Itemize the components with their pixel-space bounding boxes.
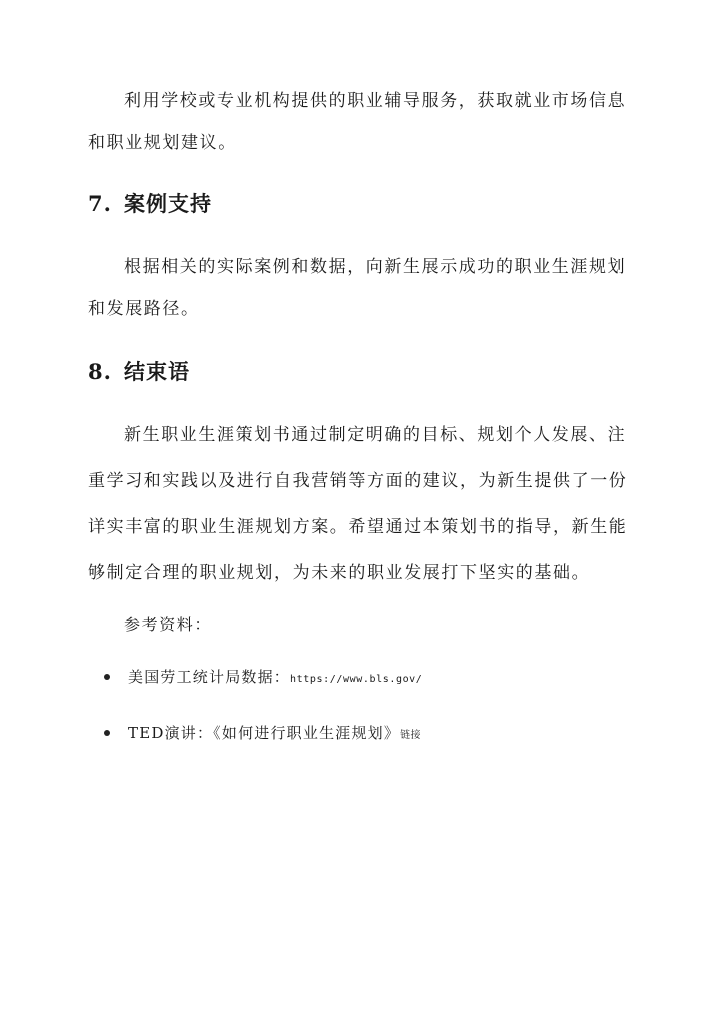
reference-label: 美国劳工统计局数据： (128, 668, 291, 686)
section-number: 7. (88, 191, 112, 216)
paragraph-line: 详实丰富的职业生涯规划方案。希望通过本策划书的指导，新生能 (88, 517, 628, 537)
paragraph-line: 和职业规划建议。 (88, 133, 237, 153)
list-item (104, 666, 422, 687)
bullet-icon (104, 730, 110, 736)
paragraph-line: 根据相关的实际案例和数据，向新生展示成功的职业生涯规划 (124, 257, 627, 277)
bullet-icon (104, 674, 110, 680)
paragraph-line: 利用学校或专业机构提供的职业辅导服务，获取就业市场信息 (124, 91, 627, 111)
references-heading: 参考资料： (124, 615, 213, 634)
reference-link[interactable]: 链接 (400, 730, 421, 741)
paragraph-line: 新生职业生涯策划书通过制定明确的目标、规划个人发展、注 (124, 425, 627, 445)
section-title: 结束语 (124, 359, 190, 384)
reference-link[interactable]: https://www.bls.gov/ (290, 674, 423, 685)
section-number: 8. (88, 359, 112, 384)
reference-label: TED演讲：《如何进行职业生涯规划》 (128, 724, 401, 742)
paragraph-line: 够制定合理的职业规划，为未来的职业发展打下坚实的基础。 (88, 563, 591, 583)
section-heading-7 (88, 188, 212, 218)
section-heading-8 (88, 356, 190, 386)
paragraph-line: 和发展路径。 (88, 299, 200, 319)
list-item (104, 722, 421, 743)
paragraph-line: 重学习和实践以及进行自我营销等方面的建议，为新生提供了一份 (88, 471, 628, 491)
section-title: 案例支持 (124, 191, 212, 216)
